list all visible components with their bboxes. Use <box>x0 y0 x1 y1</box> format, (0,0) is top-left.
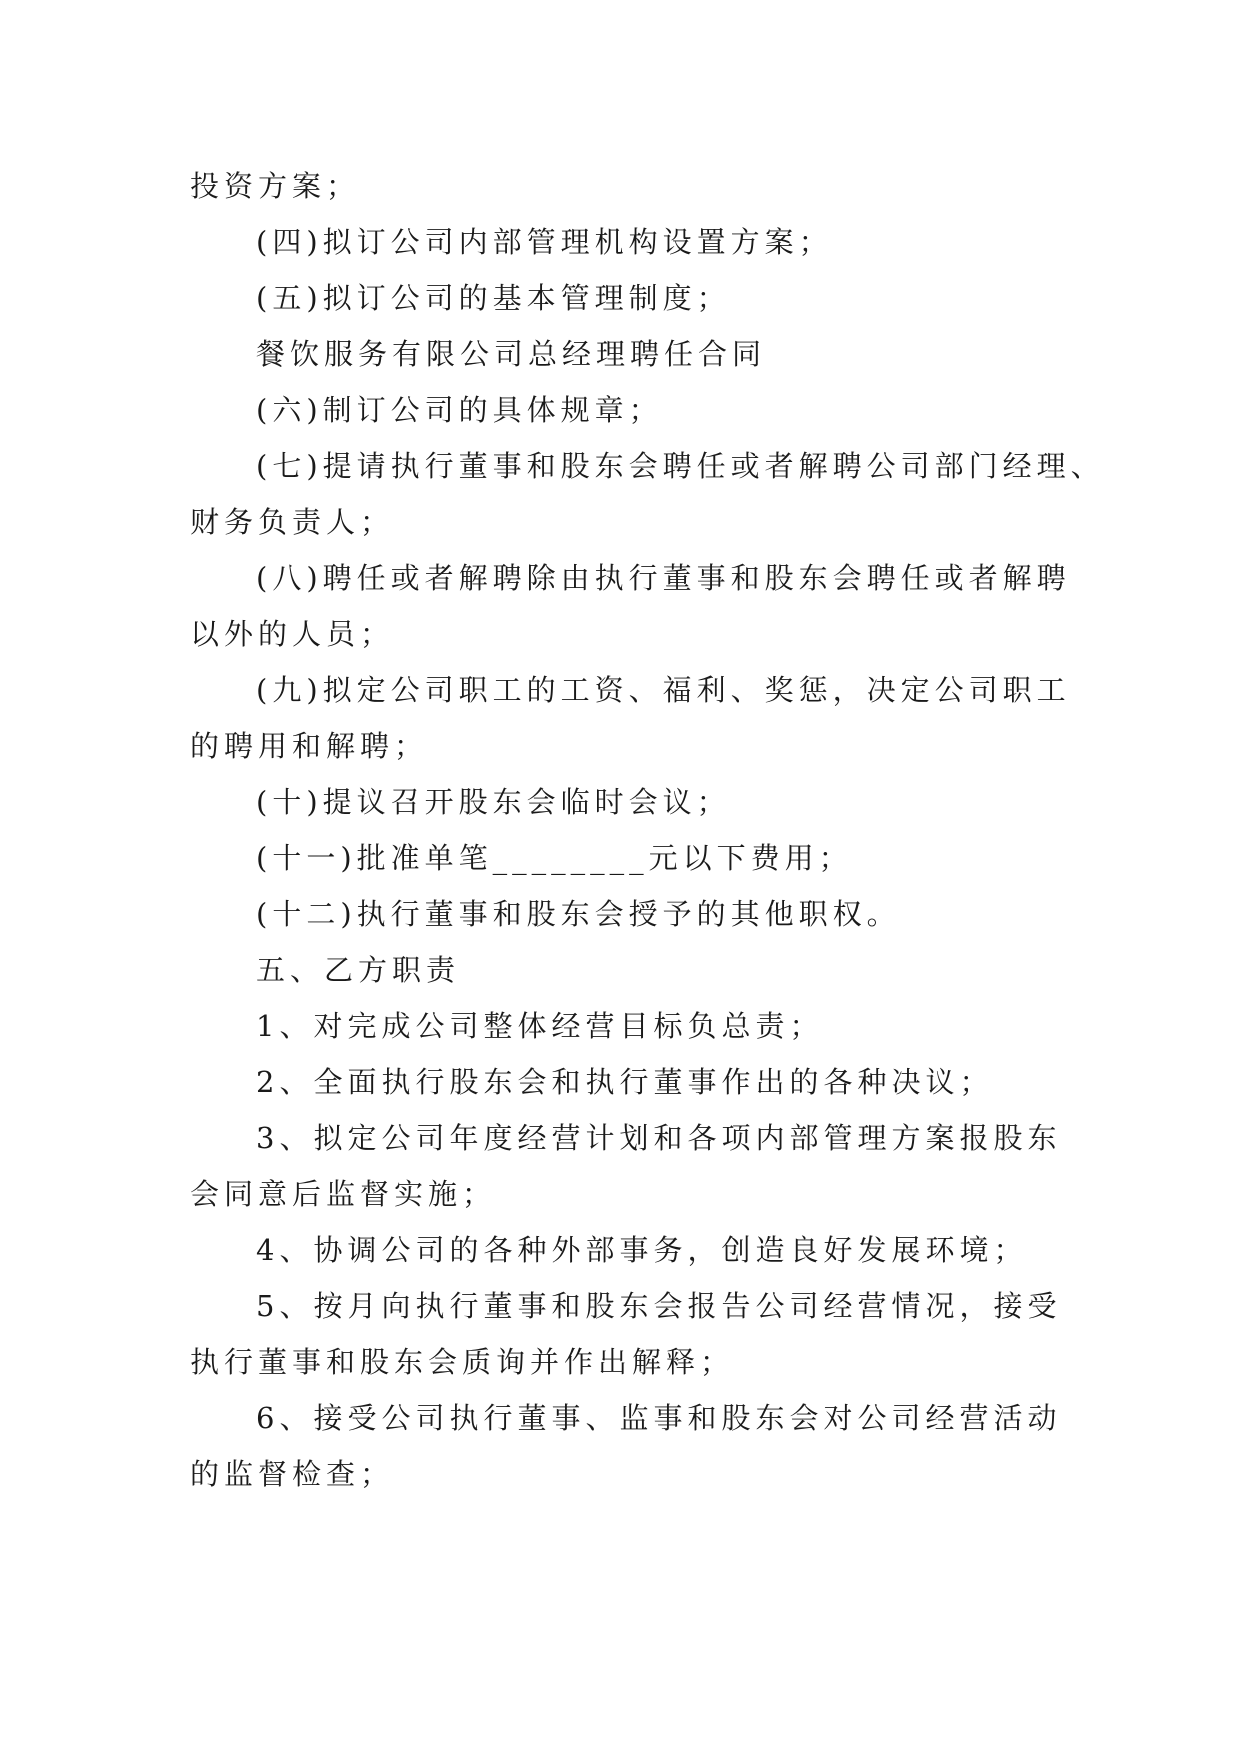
text-line-16: 1、对完成公司整体经营目标负总责； <box>256 1009 824 1043</box>
text-line-18: 3、拟定公司年度经营计划和各项内部管理方案报股东 <box>256 1121 1062 1155</box>
text-line-17: 2、全面执行股东会和执行董事作出的各种决议； <box>256 1065 994 1099</box>
text-line-23: 6、接受公司执行董事、监事和股东会对公司经营活动 <box>256 1401 1062 1435</box>
text-line-6: (七)提请执行董事和股东会聘任或者解聘公司部门经理、 <box>256 449 1105 483</box>
text-line-4: 餐饮服务有限公司总经理聘任合同 <box>256 337 767 371</box>
text-line-11: 的聘用和解聘； <box>190 729 429 763</box>
document-body <box>190 158 1105 1502</box>
text-line-5: (六)制订公司的具体规章； <box>256 393 663 427</box>
text-line-10: (九)拟定公司职工的工资、福利、奖惩，决定公司职工 <box>256 673 1071 707</box>
text-line-22: 执行董事和股东会质询并作出解释； <box>190 1345 735 1379</box>
text-line-20: 4、协调公司的各种外部事务，创造良好发展环境； <box>256 1233 1028 1267</box>
text-line-13: (十一)批准单笔________元以下费用； <box>256 841 853 875</box>
text-line-24: 的监督检查； <box>190 1457 395 1491</box>
text-line-21: 5、按月向执行董事和股东会报告公司经营情况，接受 <box>256 1289 1062 1323</box>
text-line-9: 以外的人员； <box>190 617 395 651</box>
text-line-15: 五、乙方职责 <box>256 953 461 987</box>
text-line-12: (十)提议召开股东会临时会议； <box>256 785 731 819</box>
text-line-8: (八)聘任或者解聘除由执行董事和股东会聘任或者解聘 <box>256 561 1071 595</box>
text-line-19: 会同意后监督实施； <box>190 1177 497 1211</box>
text-line-2: (四)拟订公司内部管理机构设置方案； <box>256 225 833 259</box>
text-line-7: 财务负责人； <box>190 505 395 539</box>
text-line-3: (五)拟订公司的基本管理制度； <box>256 281 731 315</box>
text-line-14: (十二)执行董事和股东会授予的其他职权。 <box>256 897 901 931</box>
text-line-1: 投资方案； <box>190 169 361 203</box>
